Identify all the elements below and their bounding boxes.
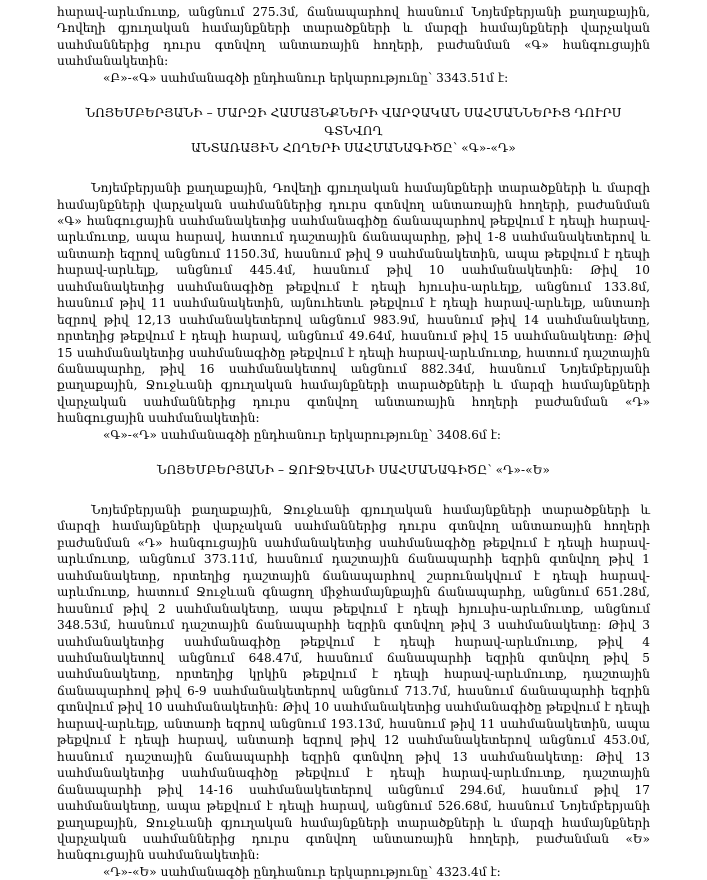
heading-de-line1: ՆՈՅԵՄԲԵՐՅԱՆԻ – ՋՈՒՋԵՎԱՆԻ ՍԱՀՄԱՆԱԳԻԾԸ՝ «Դ»-«Ե»: [156, 463, 551, 478]
heading-gd-line2: ԱՆՏԱՌԱՅԻՆ ՀՈՂԵՐԻ ՍԱՀՄԱՆԱԳԻԾԸ՝ «Գ»-«Դ»: [191, 141, 516, 156]
boundary-length-bg: «Բ»-«Գ» սահմանագծի ընդհանուր երկարությունը՝ 3343.51մ է:: [103, 70, 509, 85]
spacer: [57, 480, 650, 502]
boundary-length-gd: «Գ»-«Դ» սահմանագծի ընդհանուր երկարությունը՝ 3408.6մ է:: [103, 427, 501, 442]
spacer: [57, 86, 650, 105]
paragraph-boundary-gd: Նոյեմբերյանի քաղաքային, Դովեղի գյուղական համայնքների տարածքների և մարզի համայնքների վարչական սահմաններից դուրս գտնվող անտառային հողերի, բաժանման «Գ» հանգուցային սահմանակետից սահմանագիծը ճանապարհով թեքվում է դեպի հարավ-արևմուտք, ապա հարավ, հատում դաշտային ճանապարհը, թիվ 1-8 սահմանակետերով և անտառի եզրով անցնում 1150.3մ, հասնում թիվ 9 սահմանակետին, ապա թեքվում է դեպի հարավ-արևելք, անցնում 445.4մ, հասնում թիվ 10 սահմանակետին: Թիվ 10 սահմանակետից սահմանագիծը թեքվում է դեպի հյուսիս-արևելք, անցնում 133.8մ, հասնում թիվ 11 սահմանակետին, այնուհետև թեքվում է դեպի հարավ-արևելք, անտառի եզրով թիվ 12,13 սահմանակետերով անցնում 983.9մ, հասնում թիվ 14 սահմանակետը, որտեղից թեքվում է դեպի հարավ, անցնում 49.64մ, հասնում թիվ 15 սահմանակետը: Թիվ 15 սահմանակետից սահմանագիծը թեքվում է դեպի հարավ-արևմուտք, հատում դաշտային ճանապարհը, թիվ 16 սահմանակետով անցնում 882.34մ, հասնում Նոյեմբերյանի քաղաքային, Ջուջևանի գյուղական համայնքների տարածքների և մարզի համայնքների վարչական սահմաններից դուրս գտնվող անտառային հողերի բաժանման «Դ» հանգուցային սահմանակետին:: [57, 181, 650, 426]
paragraph-boundary-de: Նոյեմբերյանի քաղաքային, Ջուջևանի գյուղական համայնքների տարածքների և մարզի համայնքների վարչական սահմաններից դուրս գտնվող անտառային հողերի բաժանման «Դ» հանգուցային սահմանակետից սահմանագիծը թեքվում է դեպի հարավ-արևմուտք, անցնում 373.11մ, հասնում դաշտային ճանապարհի եզրին գտնվող թիվ 1 սահմանակետը, որտեղից դաշտային ճանապարհով շարունակվում է դեպի հարավ-արևմուտք, հատում Ջուջևան գնացող միջհամայնքային ճանապարհը, անցնում 651.28մ, հասնում թիվ 2 սահմանակետը, ապա թեքվում է դեպի հյուսիս-արևմուտք, անցնում 348.53մ, հասնում դաշտային ճանապարհի եզրին գտնվող թիվ 3 սահմանակետը: Թիվ 3 սահմանակետից սահմանագիծը թեքվում է դեպի հարավ-արևմուտք, թիվ 4 սահմանակետով անցնում 648.47մ, հասնում ճանապարհի եզրին գտնվող թիվ 5 սահմանակետը, որտեղից կրկին թեքվում է դեպի հարավ-արևմուտք, դաշտային ճանապարհով թիվ 6-9 սահմանակետերով անցնում 713.7մ, հասնում ճանապարհի եզրին գտնվում թիվ 10 սահմանակետին: Թիվ 10 սահմանակետից սահմանագիծը թեքվում է դեպի հարավ-արևելք, անտառի եզրով անցնում 193.13մ, հասնում թիվ 11 սահմանակետին, ապա թեքվում է դեպի հարավ, անտառի եզրով թիվ 12 սահմանակետերով անցնում 453.0մ, հասնում դաշտային ճանապարհի եզրին գտնվող թիվ 13 սահմանակետը: Թիվ 13 սահմանակետից սահմանագիծը թեքվում է դեպի հարավ-արևմուտք, դաշտային ճանապարհի թիվ 14-16 սահմանակետերով անցնում 294.6մ, հասնում թիվ 17 սահմանակետը, ապա թեքվում է դեպի հարավ, անցնում 526.68մ, հասնում Նոյեմբերյանի քաղաքային, Ջուջևանի գյուղական համայնքների տարածքների և մարզի համայնքների վարչական սահմաններից դուրս գտնվող անտառային հողերի, բաժանման «Ե» հանգուցային սահմանակետին:: [57, 502, 650, 863]
spacer: [57, 443, 650, 462]
section-heading-de: [57, 462, 650, 480]
boundary-length-de: «Դ»-«Ե» սահմանագծի ընդհանուր երկարությունը՝ 4323.4մ է:: [103, 864, 501, 879]
heading-gd-line1: ՆՈՅԵՄԲԵՐՅԱՆԻ – ՄԱՐԶԻ ՀԱՄԱՅՆՔՆԵՐԻ ՎԱՐՉԱԿԱՆ ՍԱՀՄԱՆՆԵՐԻՑ ԴՈՒՐՍ ԳՏՆՎՈՂ: [85, 106, 622, 138]
spacer: [57, 158, 650, 180]
section-heading-gd: [57, 105, 650, 158]
paragraph-boundary-bg-tail: հարավ-արևմուտք, անցնում 275.3մ, ճանապարհով հասնում Նոյեմբերյանի քաղաքային, Դովեղի գյուղական համայնքների տարածքների և մարզի համայնքների վարչական սահմաններից դուրս գտնվող անտառային հողերի, բաժանման «Գ» հանգուցային սահմանակետին:: [57, 5, 650, 69]
